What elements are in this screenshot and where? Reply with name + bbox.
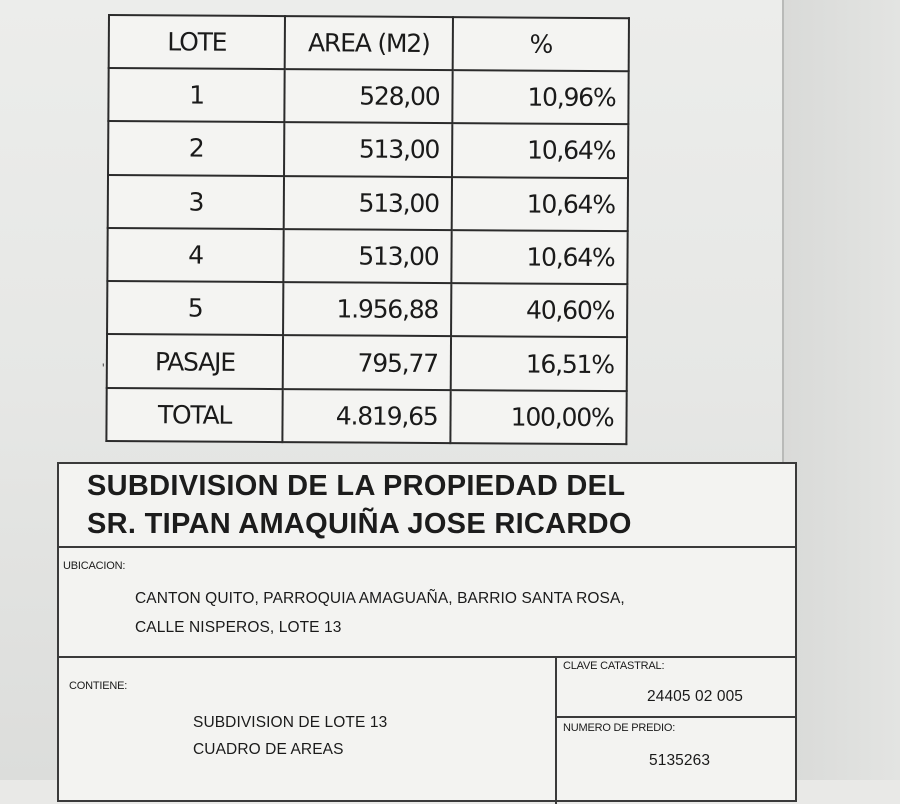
cell-percent: 16,51% bbox=[451, 337, 627, 391]
clave-catastral-label: CLAVE CATASTRAL: bbox=[563, 660, 665, 672]
divider-vertical bbox=[555, 656, 557, 804]
pencil-mark: ' bbox=[102, 360, 105, 376]
table-row bbox=[107, 281, 627, 337]
cell-percent: 10,64% bbox=[452, 177, 628, 231]
cell-area: 795,77 bbox=[283, 335, 451, 389]
areas-table bbox=[105, 14, 630, 445]
title-line-1: SUBDIVISION DE LA PROPIEDAD DEL bbox=[87, 470, 626, 502]
numero-predio-label: NUMERO DE PREDIO: bbox=[563, 722, 676, 734]
title-block bbox=[57, 462, 797, 802]
cell-area: 4.819,65 bbox=[282, 389, 450, 443]
table-row-total bbox=[106, 388, 626, 444]
table-header-row bbox=[109, 15, 629, 71]
cell-percent: 40,60% bbox=[451, 283, 627, 337]
header-percent: % bbox=[453, 17, 629, 71]
ubicacion-label: UBICACION: bbox=[63, 560, 126, 572]
cell-area: 513,00 bbox=[284, 176, 452, 230]
table-row bbox=[108, 175, 628, 231]
title-line-2: SR. TIPAN AMAQUIÑA JOSE RICARDO bbox=[87, 508, 632, 540]
cell-area: 1.956,88 bbox=[283, 282, 451, 336]
cell-lote: PASAJE bbox=[107, 334, 283, 388]
cell-lote: 5 bbox=[107, 281, 283, 335]
cell-lote: 2 bbox=[108, 121, 284, 175]
cell-area: 513,00 bbox=[284, 122, 452, 176]
cell-percent: 100,00% bbox=[450, 390, 626, 444]
contiene-label: CONTIENE: bbox=[69, 680, 128, 692]
numero-predio-value: 5135263 bbox=[649, 752, 711, 769]
cell-percent: 10,64% bbox=[451, 230, 627, 284]
ubicacion-line-2: CALLE NISPEROS, LOTE 13 bbox=[135, 619, 342, 636]
divider-ubicacion bbox=[59, 656, 795, 658]
table-row bbox=[108, 121, 628, 177]
cell-lote: TOTAL bbox=[106, 388, 282, 442]
cell-percent: 10,96% bbox=[452, 70, 628, 124]
table-row bbox=[107, 228, 627, 284]
clave-catastral-value: 24405 02 005 bbox=[647, 688, 744, 705]
cell-percent: 10,64% bbox=[452, 123, 628, 177]
cell-lote: 1 bbox=[108, 68, 284, 122]
table-row bbox=[107, 334, 627, 390]
paper-background-right bbox=[784, 0, 900, 780]
table-row bbox=[108, 68, 628, 124]
header-area: AREA (M2) bbox=[285, 16, 453, 70]
divider-title bbox=[59, 546, 795, 548]
contiene-line-1: SUBDIVISION DE LOTE 13 bbox=[193, 714, 388, 731]
cell-area: 528,00 bbox=[284, 69, 452, 123]
ubicacion-line-1: CANTON QUITO, PARROQUIA AMAGUAÑA, BARRIO SANTA ROSA, bbox=[135, 590, 625, 607]
contiene-line-2: CUADRO DE AREAS bbox=[193, 741, 344, 758]
divider-right bbox=[555, 716, 795, 718]
cell-lote: 3 bbox=[108, 175, 284, 229]
cell-area: 513,00 bbox=[283, 229, 451, 283]
header-lote: LOTE bbox=[109, 15, 285, 69]
cell-lote: 4 bbox=[107, 228, 283, 282]
